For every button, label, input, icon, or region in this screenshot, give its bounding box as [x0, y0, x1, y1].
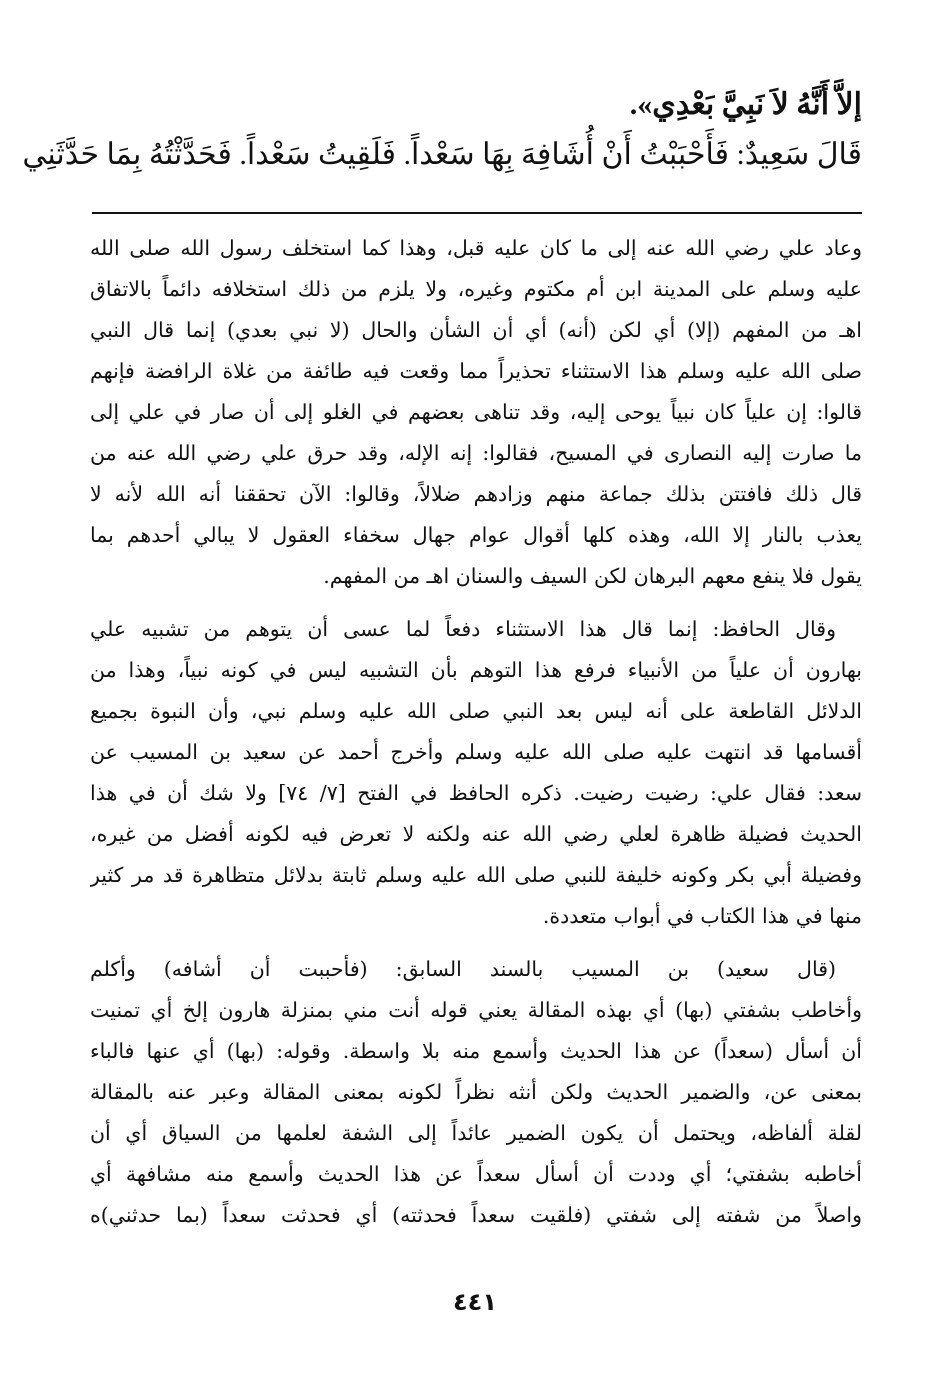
text-line: قالوا: إن علياً كان نبياً يوحى إليه، وقد تناهى بعضهم في الغلو إلى أن صار في علي إلى: [90, 400, 862, 424]
commentary-paragraph-3: [90, 949, 862, 1236]
text-line: لقلة ألفاظه، ويحتمل أن يكون الضمير عائداً إلى الشفة لعلمها من السياق أي أن: [90, 1121, 862, 1145]
text-line: سعد: فقال علي: رضيت رضيت. ذكره الحافظ في الفتح [٧/ ٧٤] ولا شك أن في هذا: [90, 781, 862, 805]
text-line: أقسامها قد انتهت عليه صلى الله عليه وسلم وأخرج أحمد عن سعيد بن المسيب عن: [90, 740, 862, 764]
page-number: ٤٤١: [453, 1288, 497, 1316]
text-line: بمعنى عن، والضمير الحديث ولكن أنثه نظراً لكونه بمعنى المقالة وعبر عنه بالمقالة: [90, 1080, 862, 1104]
text-line: ما صارت إليه النصارى في المسيح، فقالوا: إنه الإله، وقد حرق علي رضي الله عنه من: [90, 441, 862, 465]
footnote-divider: [92, 212, 862, 214]
text-line: منها في هذا الكتاب في أبواب متعددة.: [542, 904, 862, 928]
text-line: الدلائل القاطعة على أنه ليس بعد النبي صلى الله عليه وسلم نبي، وأن النبوة بجميع: [90, 699, 862, 723]
text-line: وفضيلة أبي بكر وكونه خليفة للنبي صلى الله عليه وسلم ثابتة بدلائل متظاهرة قد مر كثير: [90, 863, 862, 887]
text-line: أن أسأل (سعداً) عن هذا الحديث وأسمع منه بلا واسطة. وقوله: (بها) أي عنها فالباء: [90, 1039, 862, 1063]
book-page: [22, 80, 862, 1248]
commentary-paragraph-1: [90, 228, 862, 597]
text-line: واصلاً من شفته إلى شفتي (فلقيت سعداً فحدثته) أي فحدثت سعداً (بما حدثني)ه: [90, 1203, 862, 1227]
text-line: يعذب بالنار إلا الله، وهذه كلها أقوال عوام جهال سخفاء العقول لا يبالي أحدهم بما: [90, 523, 862, 547]
text-line: بهارون أن علياً من الأنبياء فرفع هذا التوهم بأن التشبيه ليس في كونه نبياً، وهذا من: [90, 658, 862, 682]
text-line: يقول فلا ينفع معهم البرهان لكن السيف والسنان اهـ من المفهم.: [323, 564, 862, 588]
commentary-section: [90, 228, 862, 1236]
text-line: وقال الحافظ: إنما قال هذا الاستثناء دفعاً لما عسى أن يتوهم من تشبيه علي: [90, 617, 836, 641]
text-line: الحديث فضيلة ظاهرة لعلي رضي الله عنه ولكنه لا تعرض فيه لكونه أفضل من غيره،: [90, 822, 862, 846]
text-line: قال ذلك فافتتن بذلك جماعة منهم وزادهم ضلالاً، وقالوا: الآن تحققنا أنه الله لأنه لا: [90, 482, 862, 506]
text-line: صلى الله عليه وسلم هذا الاستثناء تحذيراً مما وقعت فيه طائفة من غلاة الرافضة فإنهم: [90, 359, 862, 383]
hadith-text-line-1: إلاَّ أَنَّهُ لاَ نَبِيَّ بَعْدِي».: [629, 88, 862, 121]
commentary-paragraph-2: [90, 609, 862, 937]
text-line: وأخاطب بشفتي (بها) أي بهذه المقالة يعني قوله أنت مني بمنزلة هارون إلخ أي تمنيت: [90, 998, 862, 1022]
text-line: أخاطبه بشفتي؛ أي وددت أن أسأل سعداً عن هذا الحديث وأسمع منه مشافهة أي: [90, 1162, 862, 1186]
text-line: (قال سعيد) بن المسيب بالسند السابق: (فأحببت أن أشافه) وأكلم: [90, 957, 836, 981]
hadith-text-line-2: قَالَ سَعِيدٌ: فَأَحْبَبْتُ أَنْ أُشَافِهَ بِهَا سَعْداً. فَلَقِيتُ سَعْداً. فَحَدَّثْتُهُ بِمَا حَدَّثَنِي: [22, 138, 862, 171]
text-line: اهـ من المفهم (إلا) أي لكن (أنه) أي أن الشأن والحال (لا نبي بعدي) إنما قال النبي: [90, 318, 862, 342]
text-line: وعاد علي رضي الله عنه إلى ما كان عليه قبل، وهذا كما استخلف رسول الله صلى الله: [90, 236, 862, 260]
text-line: عليه وسلم على المدينة ابن أم مكتوم وغيره، ولا يلزم من ذلك استخلافه دائماً بالاتفاق: [90, 277, 862, 301]
